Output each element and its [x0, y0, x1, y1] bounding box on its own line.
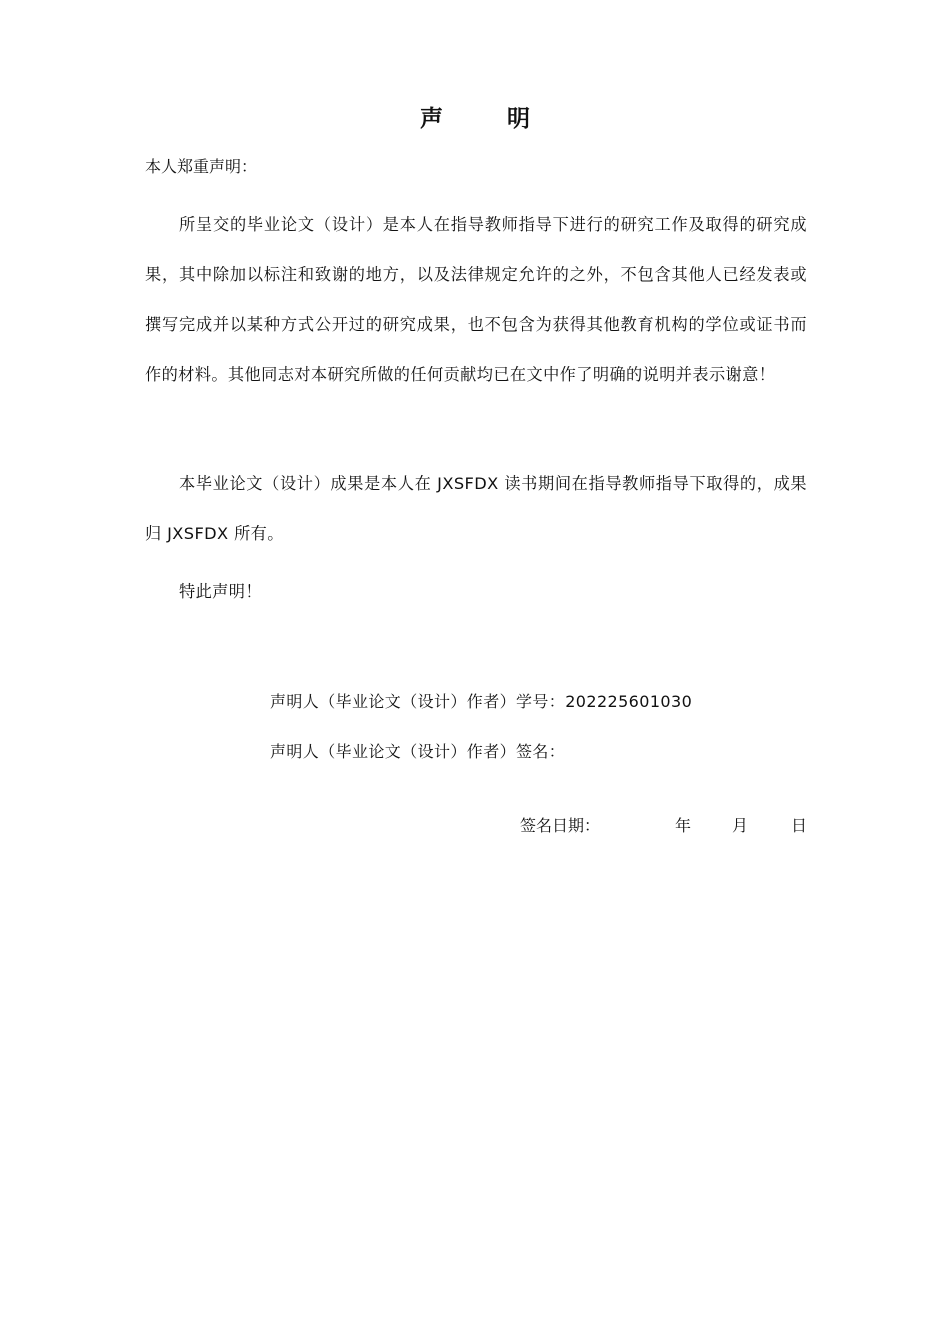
closing-statement: 特此声明！ — [179, 582, 262, 601]
declaration-paragraph-1: 所呈交的毕业论文（设计）是本人在指导教师指导下进行的研究工作及取得的研究成果，其中除加以标注和致谢的地方，以及法律规定允许的之外，不包含其他人已经发表或撰写完成并以某种方式公开过的研究成果，也不包含为获得其他教育机构的学位或证书而作的材料。其他同志对本研究所做的任何贡献均已在文中作了明确的说明并表示谢意！ — [145, 215, 807, 384]
title-char-2: 明 — [507, 105, 530, 132]
date-day: 日 — [791, 816, 808, 835]
date-month: 月 — [732, 816, 749, 835]
signature-student-id: 声明人（毕业论文（设计）作者）学号：202225601030 — [270, 692, 693, 711]
declaration-paragraph-2: 本毕业论文（设计）成果是本人在 JXSFDX 读书期间在指导教师指导下取得的，成果归 JXSFDX 所有。 — [145, 474, 807, 543]
date-year: 年 — [675, 816, 692, 835]
intro-line: 本人郑重声明： — [145, 157, 258, 176]
title-char-1: 声 — [420, 105, 443, 132]
signature-date — [520, 814, 807, 838]
page-title — [0, 100, 950, 133]
date-label: 签名日期： — [520, 816, 601, 835]
signature-name: 声明人（毕业论文（设计）作者）签名： — [270, 742, 566, 761]
